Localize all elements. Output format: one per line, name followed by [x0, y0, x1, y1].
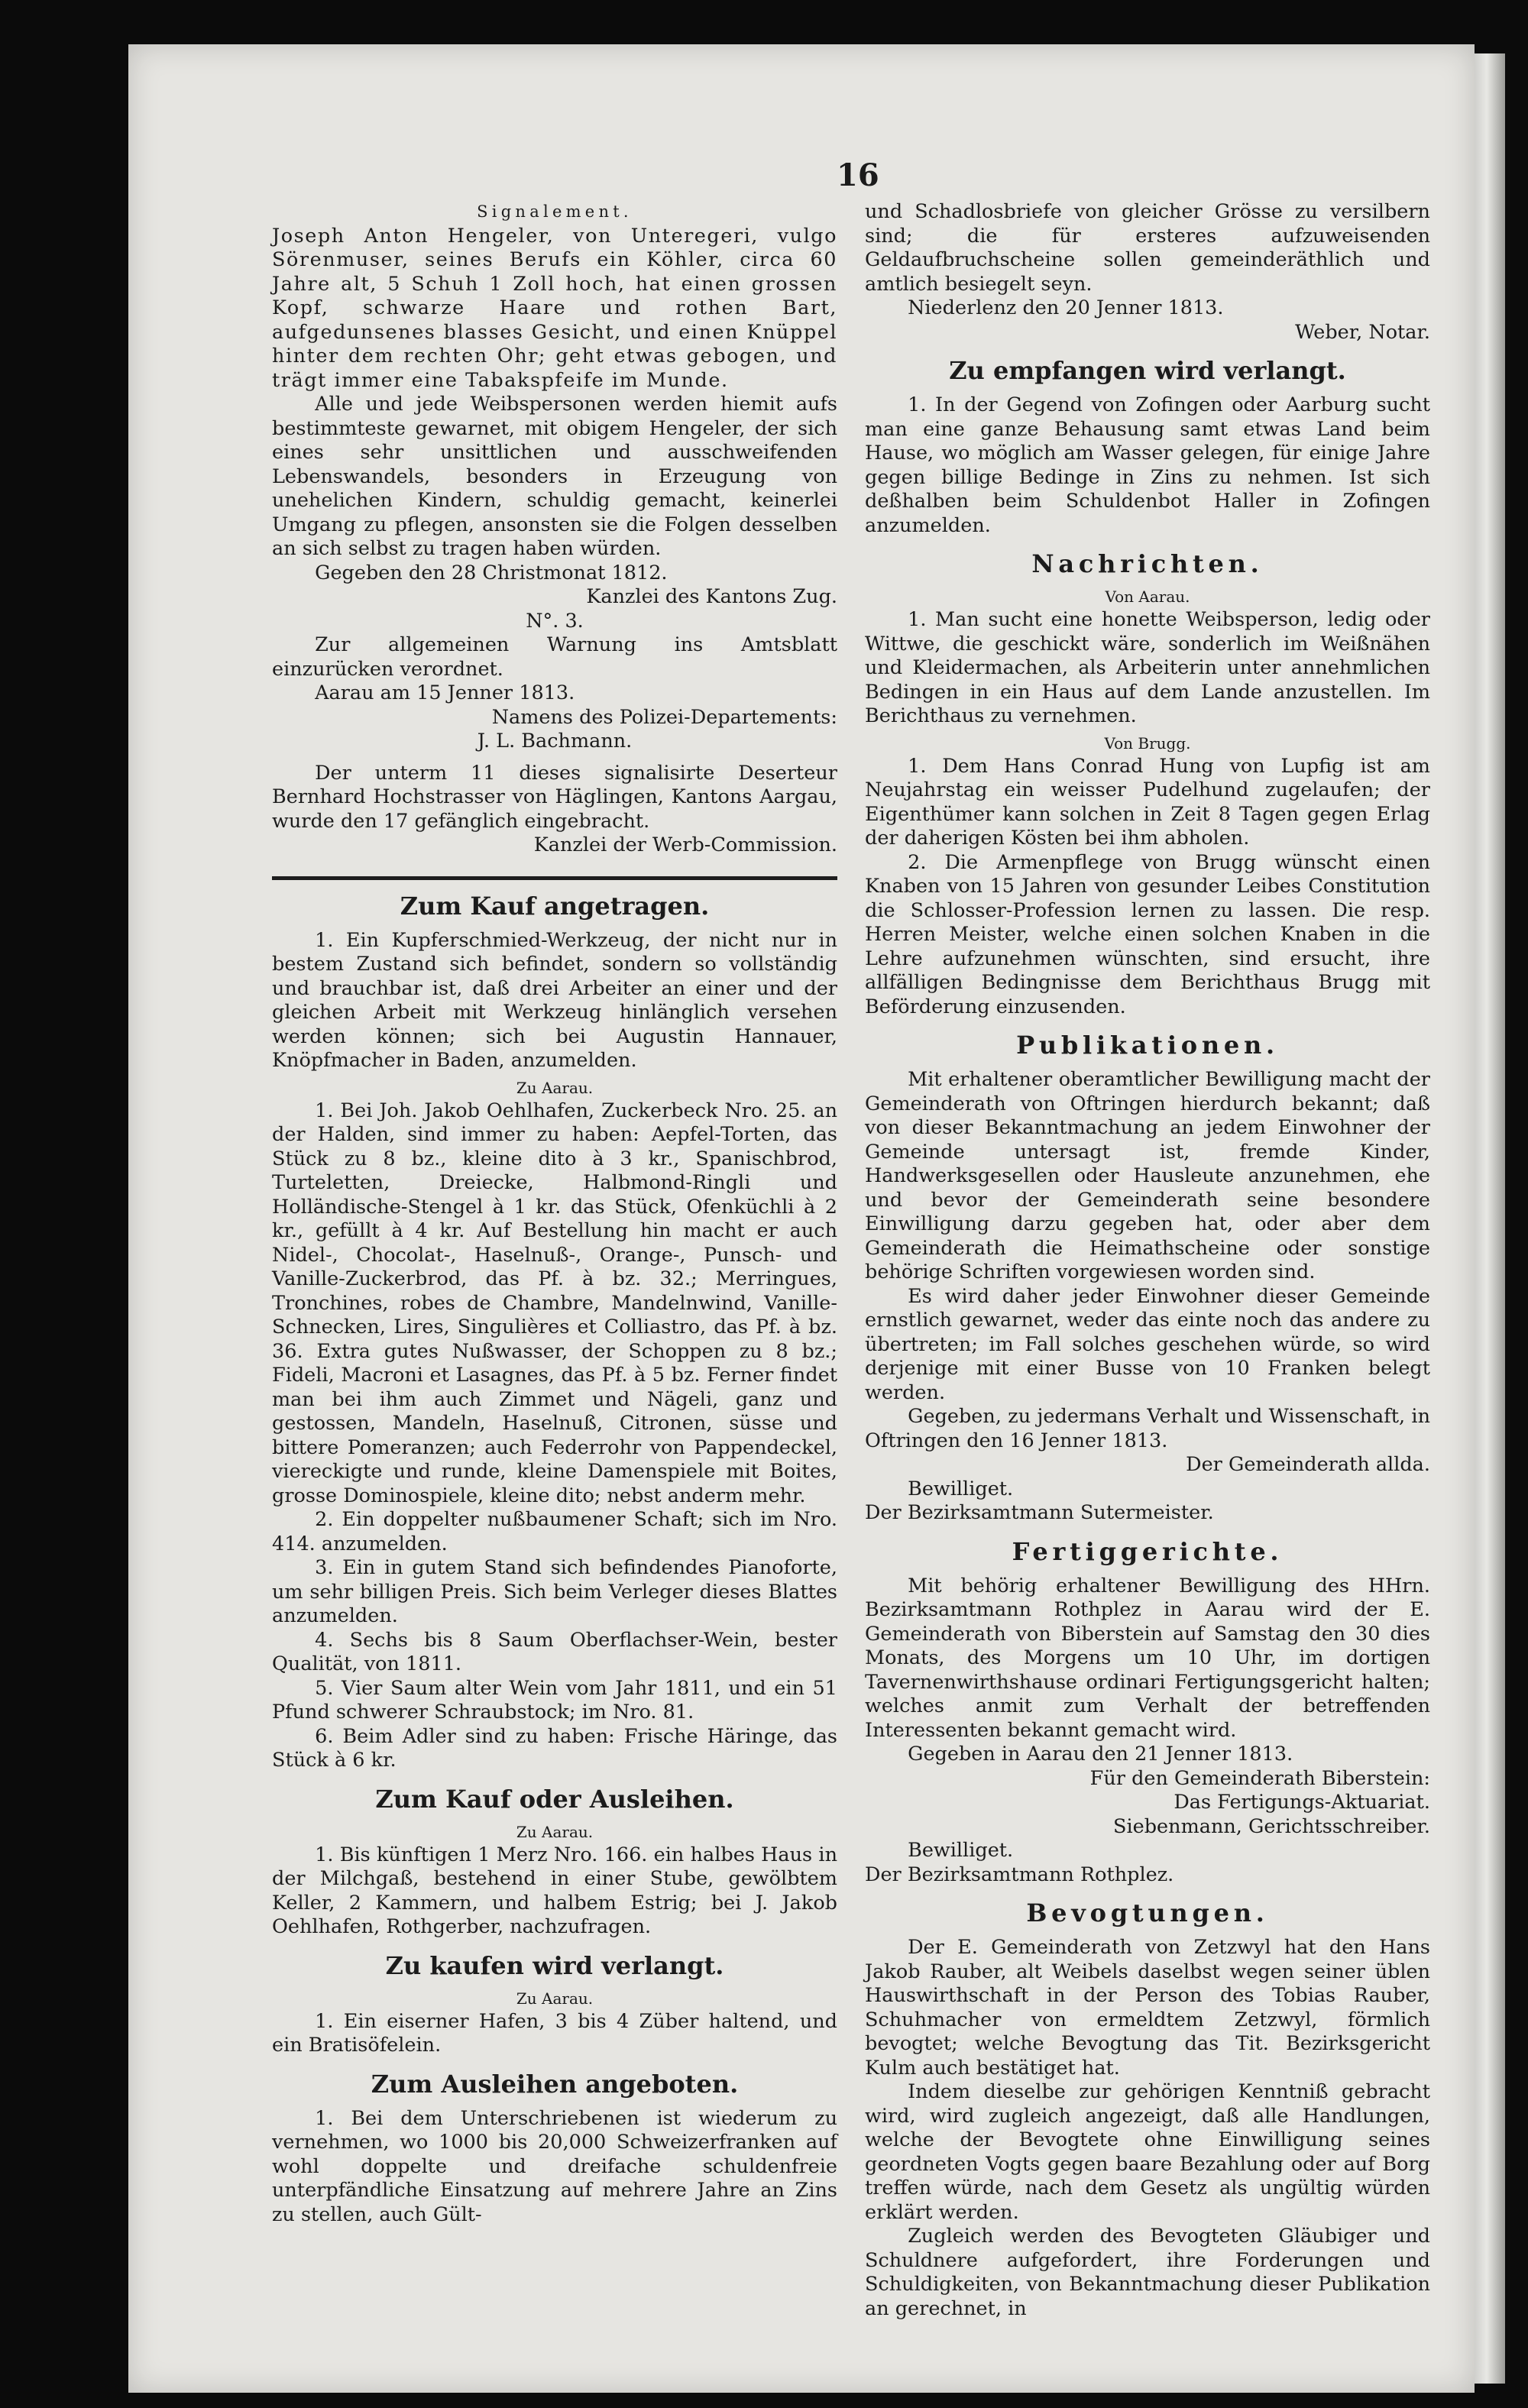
no3-date: Aarau am 15 Jenner 1813.	[315, 681, 575, 704]
kaufleihen-heading: Zum Kauf oder Ausleihen.	[375, 1784, 734, 1814]
empfangen-heading: Zu empfangen wird verlangt.	[949, 356, 1346, 385]
signalement-label: Signalement.	[477, 202, 633, 221]
bevogtungen-heading: Bevogtungen.	[1026, 1898, 1269, 1927]
kauf-item-kupferschmied: 1. Ein Kupferschmied-Werkzeug, der nicht nur in bestem Zustand sich befindet, sondern so vollständig und brauchbar ist, daß drei Arbeiter an einer und der gleichen Arbeit mit Werkzeug hinlänglich versehen werden können; sich bei Augustin Hannauer, Knöpfmacher in Baden, anzumelden.	[272, 928, 837, 1072]
publikationen-text-3: Gegeben, zu jedermans Verhalt und Wissenschaft, in Oftringen den 16 Jenner 1813.	[865, 1405, 1430, 1452]
nachrichten-item-knaben: 2. Die Armenpflege von Brugg wünscht einen Knaben von 15 Jahren von gesunder Leibes Constitution die Schlosser-Profession lernen zu lassen. Die resp. Herren Meister, welche einen solchen Knaben in die Lehre aufzunehmen wünschten, sind ersucht, ihre allfälligen Bedingnisse dem Berichthaus Brugg mit Beförderung einzusenden.	[865, 850, 1430, 1018]
kaufleihen-subheading: Zu Aarau.	[516, 1822, 594, 1841]
bevogtungen-text-2: Indem dieselbe zur gehörigen Kenntniß gebracht wird, wird zugleich angezeigt, daß alle Handlungen, welche der Bevogtete ohne Einwilligung seines geordneten Vogts gegen baare Bezahlung oder auf Borg treffen würde, nach dem Gesetz als ungültig würden erklärt werden.	[865, 2080, 1430, 2224]
ausleihen-heading: Zum Ausleihen angeboten.	[371, 2069, 739, 2099]
kauf-item-schaft: 2. Ein doppelter nußbaumener Schaft; sich im Nro. 414. anzumelden.	[272, 1508, 837, 1555]
publikationen-heading: Publikationen.	[1016, 1031, 1279, 1060]
bevogtungen-text-1: Der E. Gemeinderath von Zetzwyl hat den Hans Jakob Rauber, alt Weibels daselbst wegen seiner üblen Hauswirthschaft in der Person des Tobias Rauber, Schuhmacher von ermeldtem Zetzwyl, förmlich bevogtet; welche Bevogtung das Tit. Bezirksgericht Kulm auch bestätiget hat.	[865, 1936, 1430, 2079]
no3-label: N°. 3.	[526, 609, 584, 633]
continuation-signature: Weber, Notar.	[1295, 320, 1430, 344]
fertiggerichte-date: Gegeben in Aarau den 21 Jenner 1813.	[908, 1743, 1293, 1766]
kaufen-item: 1. Ein eiserner Hafen, 3 bis 4 Züber haltend, und ein Bratisöfelein.	[272, 2009, 837, 2057]
bevogtungen-text-3: Zugleich werden des Bevogteten Gläubiger und Schuldnere aufgefordert, ihre Forderungen und Schuldigkeiten, von Bekanntmachung dieser Publikation an gerechnet, in	[865, 2225, 1430, 2320]
kauf-item-pianoforte: 3. Ein in gutem Stand sich befindendes Pianoforte, um sehr billigen Preis. Sich beim Verleger dieses Blattes anzumelden.	[272, 1556, 837, 1627]
page-edge	[1475, 53, 1505, 2384]
publikationen-approved: Bewilliget.	[908, 1477, 1014, 1500]
no3-signature-2: J. L. Bachmann.	[477, 730, 633, 752]
fertiggerichte-text: Mit behörig erhaltener Bewilligung des HHrn. Bezirksamtmann Rothplez in Aarau wird der E. Gemeinderath von Biberstein auf Samstag den 30 dies Monats, des Morgens um 10 Uhr, im dortigen Tavernenwirthshause ordinari Fertigungsgericht halten; welches anmit zum Verhalt der betreffenden Interessenten bekannt gemacht wird.	[865, 1574, 1430, 1742]
no3-signature-1: Namens des Polizei-Departements:	[491, 705, 837, 729]
deserteur-signature: Kanzlei der Werb-Commission.	[533, 833, 837, 856]
fertiggerichte-heading: Fertiggerichte.	[1012, 1536, 1284, 1566]
publikationen-approver: Der Bezirksamtmann Sutermeister.	[865, 1501, 1214, 1524]
continuation-date: Niederlenz den 20 Jenner 1813.	[908, 296, 1224, 319]
nachrichten-subheading-aarau: Von Aarau.	[1105, 587, 1190, 606]
publikationen-signature: Der Gemeinderath allda.	[1186, 1453, 1430, 1476]
kauf-item-wein: 4. Sechs bis 8 Saum Oberflachser-Wein, bester Qualität, von 1811.	[272, 1628, 837, 1675]
left-column	[272, 200, 837, 2227]
kauf-item-haeringe: 6. Beim Adler sind zu haben: Frische Häringe, das Stück à 6 kr.	[272, 1724, 837, 1772]
empfangen-item: 1. In der Gegend von Zofingen oder Aarburg sucht man eine ganze Behausung samt etwas Land beim Hause, wo möglich am Wasser gelegen, für einige Jahre gegen billige Bedinge in Zins zu nehmen. Ist sich deßhalben beim Schuldenbot Haller in Zofingen anzumelden.	[865, 393, 1430, 537]
kauf-item-schraubstock: 5. Vier Saum alter Wein vom Jahr 1811, und ein 51 Pfund schwerer Schraubstock; im Nro. 81.	[272, 1676, 837, 1723]
fertiggerichte-signature-2: Das Fertigungs-Aktuariat.	[1174, 1791, 1430, 1814]
kaufen-subheading: Zu Aarau.	[516, 1989, 594, 2008]
continuation-text: und Schadlosbriefe von gleicher Grösse zu versilbern sind; die für ersteres aufzuweisenden Geldaufbruchscheine sollen gemeinderäthlich und amtlich besiegelt seyn.	[865, 200, 1430, 296]
nachrichten-item-pudelhund: 1. Dem Hans Conrad Hung von Lupfig ist am Neujahrstag ein weisser Pudelhund zugelaufen; der Eigenthümer kann solchen in Zeit 8 Tagen gegen Erlag der daherigen Kösten bei ihm abholen.	[865, 754, 1430, 850]
deserteur-text: Der unterm 11 dieses signalisirte Desertеur Bernhard Hochstrasser von Häglingen, Kantons Aargau, wurde den 17 gefänglich eingebracht.	[272, 761, 837, 833]
section-divider	[272, 876, 837, 880]
nachrichten-heading: Nachrichten.	[1031, 549, 1264, 578]
kaufleihen-item: 1. Bis künftigen 1 Merz Nro. 166. ein halbes Haus in der Milchgaß, bestehend in einer Stube, gewölbtem Keller, 2 Kammern, und halbem Estrig; bei J. Jakob Oehlhafen, Rothgerber, nachzufragen.	[272, 1843, 837, 1938]
signalement-signature: Kanzlei des Kantons Zug.	[586, 585, 837, 608]
fertiggerichte-approved: Bewilliget.	[908, 1839, 1014, 1862]
kaufen-heading: Zu kaufen wird verlangt.	[385, 1950, 724, 1980]
ausleihen-item: 1. Bei dem Unterschriebenen ist wiederum zu vernehmen, wo 1000 bis 20,000 Schweizerfranken auf wohl doppelte und dreifache schuldenfreie unterpfändliche Einsatzung auf mehrere Jahre an Zins zu stellen, auch Gült-	[272, 2106, 837, 2226]
publikationen-text-1: Mit erhaltener oberamtlicher Bewilligung macht der Gemeinderath von Oftringen hierdurch bekannt; daß von dieser Bekanntmachung an jedem Einwohner der Gemeinde untersagt ist, fremde Kinder, Handwerksgesellen oder Hausleute anzunehmen, ehe und bevor der Gemeinderath seine besondere Einwilligung darzu gegeben hat, oder aber dem Gemeinderath die Heimathscheine oder sonstige behörige Schriften vorgewiesen worden sind.	[865, 1068, 1430, 1283]
fertiggerichte-signature-3: Siebenmann, Gerichtsschreiber.	[1113, 1814, 1430, 1838]
signalement-date: Gegeben den 28 Christmonat 1812.	[315, 561, 668, 584]
nachrichten-subheading-brugg: Von Brugg.	[1104, 733, 1191, 752]
kauf-heading: Zum Kauf angetragen.	[400, 891, 710, 921]
page-number: 16	[837, 157, 879, 193]
signalement-description: Joseph Anton Hengeler, von Unteregeri, vulgo Sörenmuser, seines Berufs ein Köhler, circa 60 Jahre alt, 5 Schuh 1 Zoll hoch, hat einen grossen Kopf, schwarze Haare und rothen Bart, aufgedunsenes blasses Gesicht, und einen Knüppel hinter dem rechten Ohr; geht etwas gebogen, und trägt immer eine Tabakspfeife im Munde.	[272, 224, 837, 392]
nachrichten-item-weibsperson: 1. Man sucht eine honette Weibsperson, ledig oder Wittwe, die geschickt wäre, sonderlich im Weißnähen und Kleidermachen, als Arbeiterin unter annehmlichen Bedingen in ein Haus auf dem Lande anzustellen. Im Berichthaus zu vernehmen.	[865, 608, 1430, 727]
kauf-subheading-aarau: Zu Aarau.	[516, 1078, 594, 1097]
signalement-warning: Alle und jede Weibspersonen werden hiemit aufs bestimmteste gewarnet, mit obigem Hengeler, der sich eines sehr unsittlichen und ausschweifenden Lebenswandels, besonders in Erzeugung von unehelichen Kindern, schuldig gemacht, keinerlei Umgang zu pflegen, ansonsten sie die Folgen desselben an sich selbst zu tragen haben würden.	[272, 393, 837, 560]
no3-text: Zur allgemeinen Warnung ins Amtsblatt einzurücken verordnet.	[272, 633, 837, 681]
publikationen-text-2: Es wird daher jeder Einwohner dieser Gemeinde ernstlich gewarnet, weder das einte noch das andere zu übertreten; im Fall solches geschehen würde, so wird derjenige mit einer Busse von 10 Franken belegt werden.	[865, 1284, 1430, 1404]
fertiggerichte-signature-1: Für den Gemeinderath Biberstein:	[1089, 1766, 1430, 1790]
fertiggerichte-approver: Der Bezirksamtmann Rothplez.	[865, 1863, 1174, 1886]
kauf-item-oehlhafen: 1. Bei Joh. Jakob Oehlhafen, Zuckerbeck Nro. 25. an der Halden, sind immer zu haben: Aepfel-Torten, das Stück zu 8 bz., kleine dito à 3 kr., Spanischbrod, Turteletten, Dreiecke, Halbmond-Ringli und Holländische-Stengel à 1 kr. das Stück, Ofenküchli à 2 kr., gefüllt à 4 kr. Auf Bestellung hin macht er auch Nidel-, Chocolat-, Haselnuß-, Orange-, Punsch- und Vanille-Zuckerbrod, das Pf. à bz. 32.; Merringues, Tronchines, robes de Chambre, Mandelnwind, Vanille-Schnecken, Lires, Singulières et Colliastro, das Pf. à bz. 36. Extra gutes Nußwasser, der Schoppen zu 8 bz.; Fideli, Macroni et Lasagnes, das Pf. à 5 bz. Ferner findet man bei ihm auch Zimmet und Nägeli, ganz und gestossen, Mandeln, Haselnuß, Citronen, süsse und bittere Pomeranzen; auch Federrohr von Pappendeckel, viereckigte und runde, kleine Damenspiele mit Boites, grosse Dominospiele, kleine dito; nebst anderm mehr.	[272, 1099, 837, 1507]
right-column	[865, 200, 1430, 2321]
